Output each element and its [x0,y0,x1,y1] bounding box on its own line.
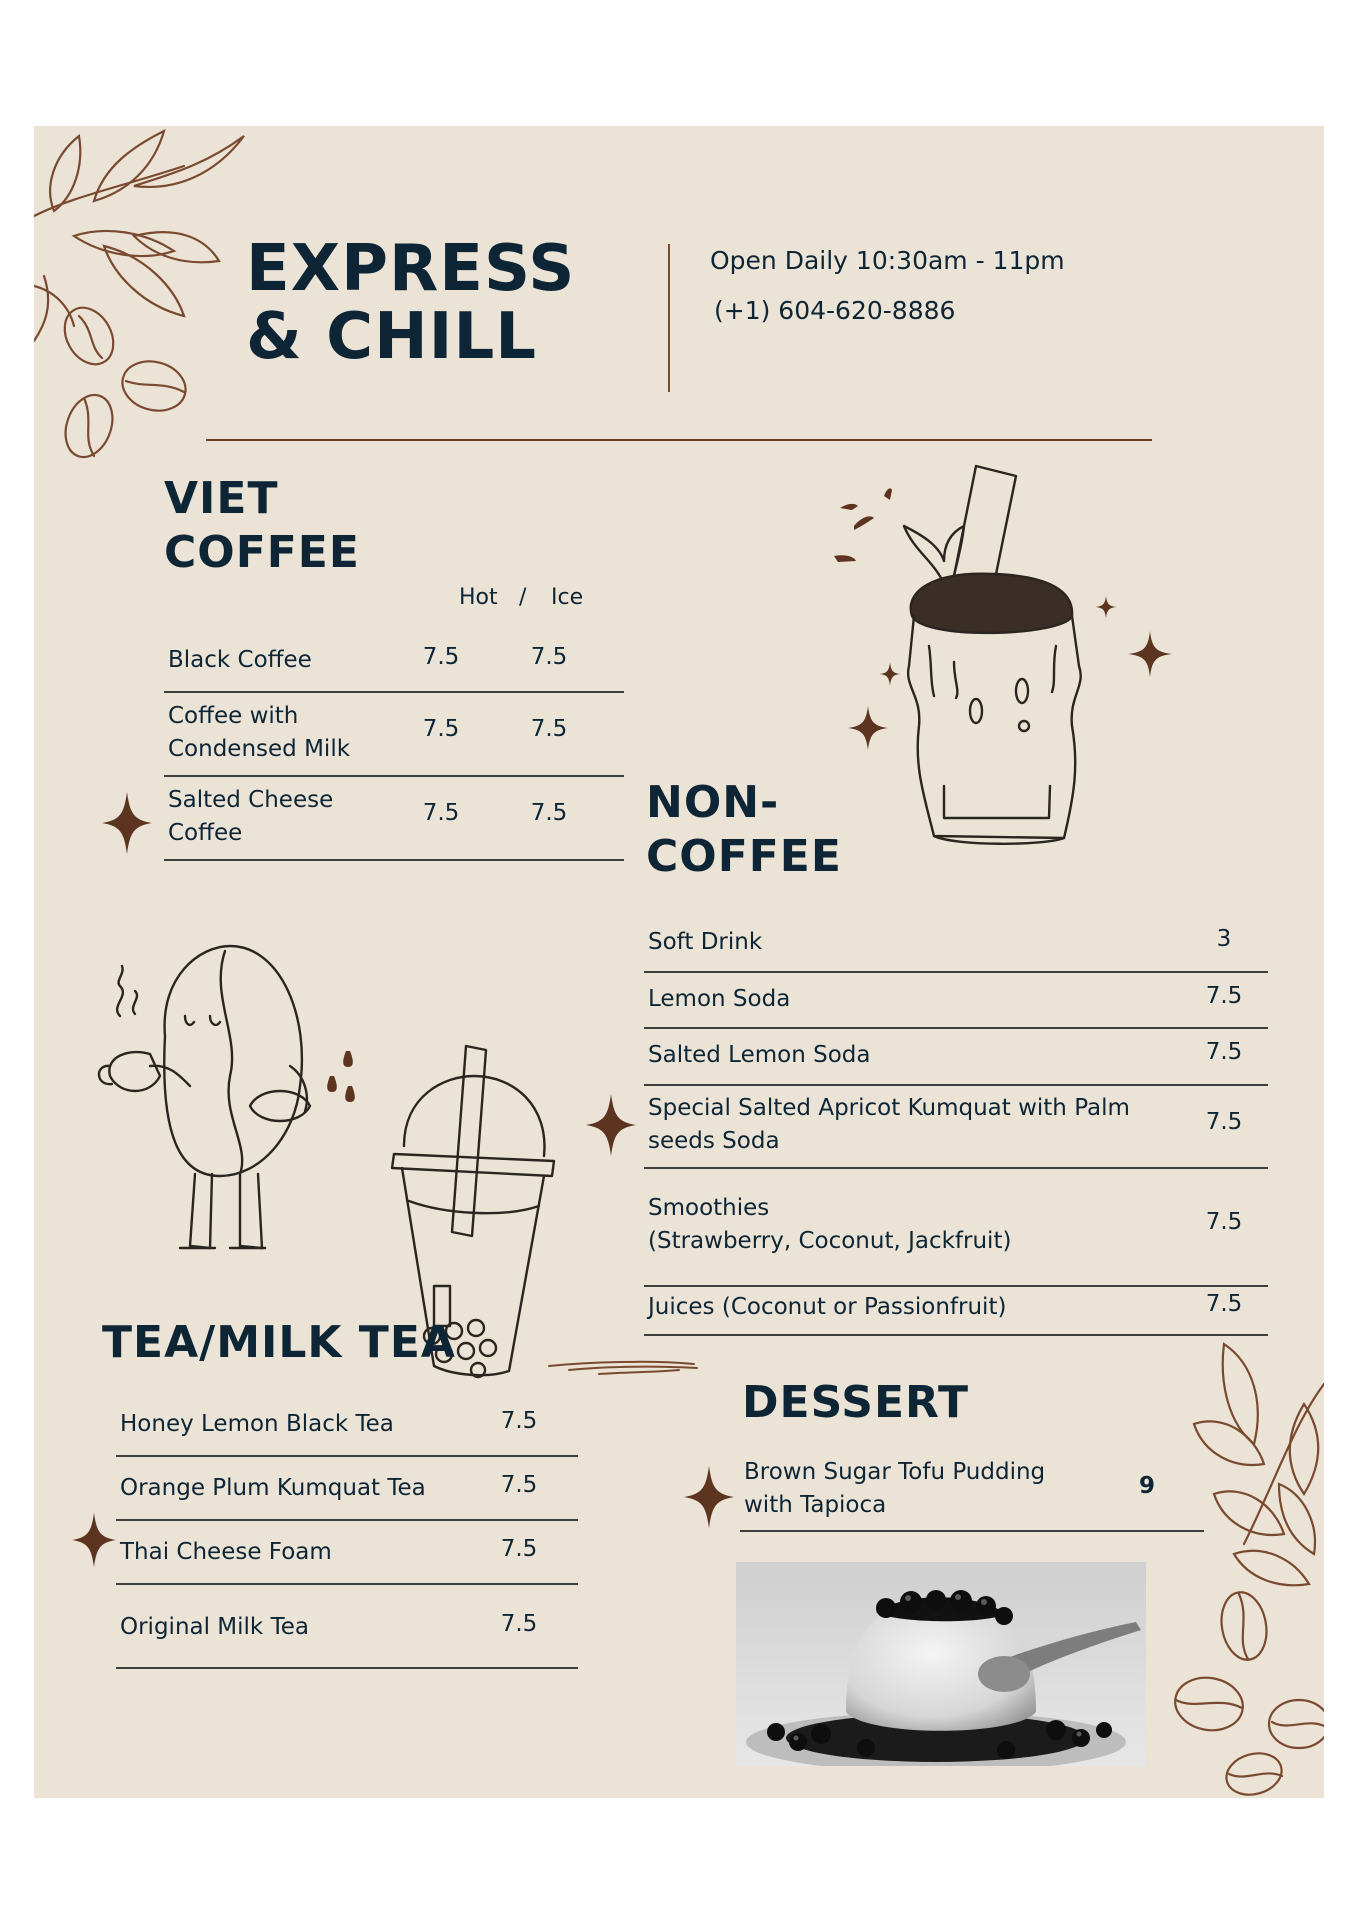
row-divider [644,1285,1268,1287]
item-name-thai-cheese-foam: Thai Cheese Foam [120,1539,332,1565]
non-coffee-title: NON- COFFEE [646,777,842,882]
row-divider [116,1583,578,1585]
brush-stroke-decoration [549,1354,699,1382]
col-separator: / [519,585,527,610]
viet-coffee-title: VIET COFFEE [164,473,360,578]
iced-coffee-cup-icon [794,466,1194,886]
coffee-leaf-branch-icon [1184,1344,1324,1798]
price-ice: 7.5 [530,716,568,742]
price-ice: 7.5 [530,800,568,826]
price-thai-cheese-foam: 7.5 [500,1536,538,1562]
price-honey-lemon-tea: 7.5 [500,1408,538,1434]
row-divider [644,1334,1268,1336]
price-tofu-pudding: 9 [1138,1473,1155,1499]
price-soft-drink: 3 [1216,926,1232,952]
price-smoothies: 7.5 [1205,1209,1243,1235]
item-name-apricot-kumquat-soda: Special Salted Apricot Kumquat with Palm seeds Soda [648,1095,1130,1155]
menu-page [34,126,1324,1798]
row-divider [164,691,624,693]
tofu-pudding-photo [736,1562,1146,1766]
row-divider [644,1084,1268,1086]
col-ice-label: Ice [551,585,584,610]
price-apricot-kumquat-soda: 7.5 [1205,1109,1243,1135]
price-juices: 7.5 [1205,1291,1243,1317]
row-divider [644,1027,1268,1029]
row-divider [116,1667,578,1669]
item-name: Black Coffee [168,647,312,673]
price-ice: 7.5 [530,644,568,670]
item-name: Coffee with Condensed Milk [168,703,351,763]
header-rule [206,439,1152,441]
item-name-salted-lemon-soda: Salted Lemon Soda [648,1042,871,1068]
price-orange-plum-tea: 7.5 [500,1472,538,1498]
row-divider [740,1530,1204,1532]
phone-number: (+1) 604-620-8886 [714,296,956,325]
price-salted-lemon-soda: 7.5 [1205,1039,1243,1065]
row-divider [644,971,1268,973]
item-name-orange-plum-tea: Orange Plum Kumquat Tea [120,1475,426,1501]
item-name-juices: Juices (Coconut or Passionfruit) [648,1294,1007,1320]
row-divider [116,1519,578,1521]
restaurant-name: EXPRESS & CHILL [246,232,576,374]
price-hot: 7.5 [422,800,460,826]
price-hot: 7.5 [422,716,460,742]
row-divider [164,775,624,777]
price-hot: 7.5 [422,644,460,670]
row-divider [164,859,624,861]
sparkle-star-icon [586,1094,636,1156]
item-name-smoothies: Smoothies (Strawberry, Coconut, Jackfruit) [648,1195,1012,1255]
coffee-leaf-branch-icon [34,126,274,486]
item-name-soft-drink: Soft Drink [648,929,763,955]
item-name-original-milk-tea: Original Milk Tea [120,1614,309,1640]
price-original-milk-tea: 7.5 [500,1611,538,1637]
sparkle-star-icon [684,1466,734,1528]
row-divider [644,1167,1268,1169]
tea-title: TEA/MILK TEA [102,1317,456,1368]
col-hot-label: Hot [459,585,498,610]
header-divider [668,244,670,392]
item-name: Salted Cheese Coffee [168,787,334,847]
dessert-title: DESSERT [742,1377,969,1428]
item-name-honey-lemon-tea: Honey Lemon Black Tea [120,1411,394,1437]
row-divider [116,1455,578,1457]
sparkle-star-icon [102,792,152,854]
coffee-bean-character-icon [90,936,380,1356]
item-name-tofu-pudding: Brown Sugar Tofu Pudding with Tapioca [744,1459,1046,1519]
price-lemon-soda: 7.5 [1205,983,1243,1009]
opening-hours: Open Daily 10:30am - 11pm [710,246,1065,275]
sparkle-star-icon [72,1512,116,1568]
item-name-lemon-soda: Lemon Soda [648,986,791,1012]
